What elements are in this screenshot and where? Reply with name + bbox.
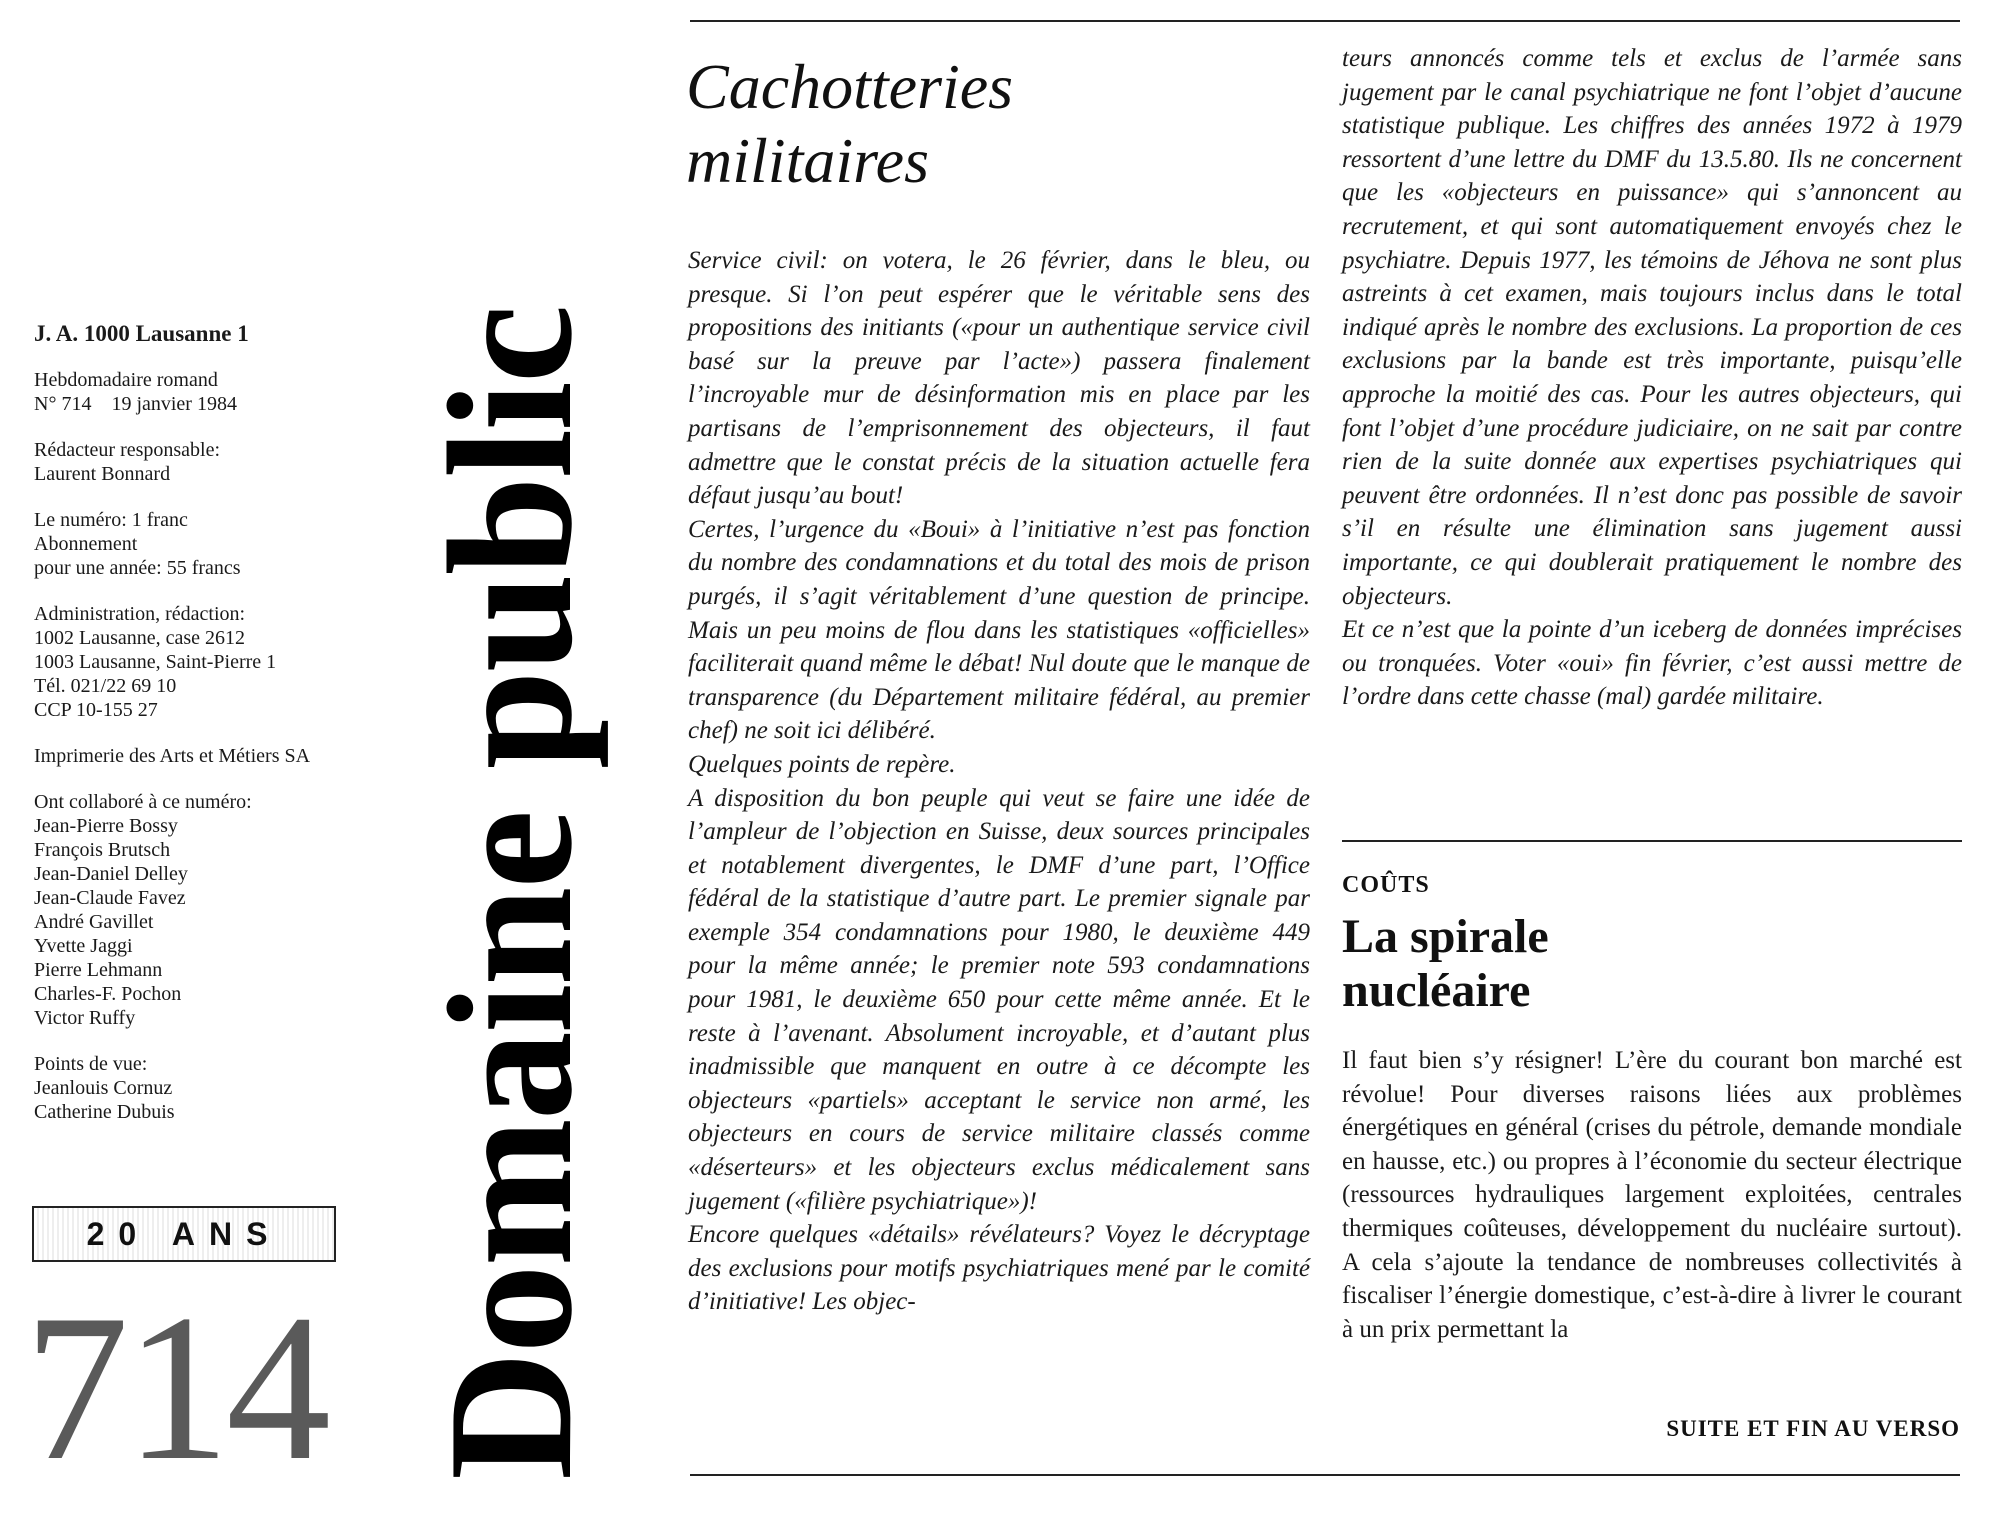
- publication-info-sidebar: [34, 322, 374, 1146]
- contact-line: CCP 10-155 27: [34, 699, 158, 721]
- contributor-name: Jean-Daniel Delley: [34, 863, 188, 885]
- anniversary-badge: 20 ANS: [32, 1206, 336, 1262]
- editor-block: [34, 438, 374, 486]
- article-headline: [686, 50, 1013, 198]
- article-column-1: [688, 244, 1310, 1319]
- contributor-name: Yvette Jaggi: [34, 935, 133, 957]
- contact-line: 1003 Lausanne, Saint-Pierre 1: [34, 651, 277, 673]
- contributor-name: Jean-Pierre Bossy: [34, 815, 178, 837]
- contact-line: Tél. 021/22 69 10: [34, 675, 177, 697]
- top-rule: [690, 20, 1960, 22]
- bottom-rule: [690, 1474, 1960, 1476]
- issue-date-line: N° 714 19 janvier 1984: [34, 393, 237, 415]
- masthead-title: Domaine public: [411, 306, 609, 1480]
- article-paragraph: Il faut bien s’y résigner! L’ère du courant bon marché est révolue! Pour diverses raisons liées aux problèmes énergétiques en général (crises du pétrole, demande mondiale en hausse, etc.) ou propres à l’économie du secteur électrique (ressources hydrauliques largement exploitées, centrales thermiques coûteuses, développement du nucléaire surtout). A cela s’ajoute la tendance de nombreuses collectivités à fiscaliser l’énergie domestique, c’est-à-dire à livrer le courant à un prix permettant la: [1342, 1047, 1962, 1343]
- subscription-price: pour une année: 55 francs: [34, 557, 241, 579]
- contributor-name: François Brutsch: [34, 839, 171, 861]
- article-paragraph: Quelques points de repère.: [688, 750, 956, 778]
- contributor-name: Charles-F. Pochon: [34, 983, 182, 1005]
- article-paragraph: Et ce n’est que la pointe d’un iceberg de données imprécises ou tronquées. Voter «oui» fin février, c’est aussi mettre de l’ordre dans cette chasse (mal) gardée militaire.: [1342, 616, 1962, 711]
- article-paragraph: Certes, l’urgence du «Boui» à l’initiative n’est pas fonction du nombre des condamnations et du total des mois de prison purgés, il s’agit véritablement d’une question de principe. Mais un peu moins de flou dans les statistiques «officielles» faciliterait quand même le débat! Nul doute que le manque de transparence (du Département militaire fédéral, au premier chef) ne soit ici délibéré.: [688, 515, 1310, 745]
- postal-address: J. A. 1000 Lausanne 1: [34, 321, 249, 346]
- publication-block: [34, 368, 374, 416]
- printer-name: Imprimerie des Arts et Métiers SA: [34, 745, 311, 767]
- contact-line: 1002 Lausanne, case 2612: [34, 627, 246, 649]
- headline-line: militaires: [686, 125, 929, 196]
- headline-line: Cachotteries: [686, 51, 1014, 122]
- editor-name: Laurent Bonnard: [34, 463, 171, 485]
- article-column-2: [1342, 42, 1962, 714]
- article-paragraph: Service civil: on votera, le 26 février, dans le bleu, ou presque. Si l’on peut espérer que le véritable sens des propositions des initiants («pour un authentique service civil basé sur la preuve par l’acte») passera finalement l’incroyable mur de désinformation mis en place par les partisans de l’emprisonnement des objecteurs, il faut admettre que le constat précis de la situation actuelle fera défaut jusqu’au bout!: [688, 247, 1310, 510]
- contributor-name: Jean-Claude Favez: [34, 887, 186, 909]
- viewpoint-author: Catherine Dubuis: [34, 1101, 175, 1123]
- publication-type: Hebdomadaire romand: [34, 369, 218, 391]
- contact-label: Administration, rédaction:: [34, 603, 246, 625]
- article-paragraph: A disposition du bon peuple qui veut se faire une idée de l’ampleur de l’objection en Suisse, deux sources principales et notablement divergentes, le DMF d’une part, l’Office fédéral de la statistique d’autre part. Le premier signale par exemple 354 condamnations pour 1980, le deuxième 449 pour la même année; le premier note 593 condamnations pour 1981, le deuxième 650 pour cette même année. Et le reste à l’avenant. Absolument incroyable, et d’autant plus inadmissible que manquent en outre à ce décompte les objecteurs «partiels» acceptant le service non armé, les objecteurs en cours de service militaire classés comme «déserteurs» et les objecteurs exclus médicalement sans jugement («filière psychiatrique»)!: [688, 784, 1310, 1215]
- viewpoint-author: Jeanlouis Cornuz: [34, 1077, 173, 1099]
- viewpoints-block: [34, 1052, 374, 1124]
- subscription-label: Abonnement: [34, 533, 138, 555]
- issue-price: Le numéro: 1 franc: [34, 509, 188, 531]
- editor-label: Rédacteur responsable:: [34, 439, 221, 461]
- section-kicker: COÛTS: [1342, 872, 1430, 898]
- printer-block: [34, 744, 374, 768]
- issue-number: 714: [24, 1272, 327, 1504]
- article-paragraph: Encore quelques «détails» révélateurs? Voyez le décryptage des exclusions pour motifs psychiatriques mené par le comité d’initiative! Les objec-: [688, 1221, 1310, 1316]
- contributor-name: André Gavillet: [34, 911, 154, 933]
- contributors-label: Ont collaboré à ce numéro:: [34, 791, 252, 813]
- viewpoints-label: Points de vue:: [34, 1053, 148, 1075]
- contributors-block: [34, 790, 374, 1030]
- contributor-name: Victor Ruffy: [34, 1007, 136, 1029]
- headline-line: nucléaire: [1342, 964, 1531, 1017]
- article-paragraph: teurs annoncés comme tels et exclus de l’armée sans jugement par le canal psychiatrique ne font l’objet d’aucune statistique publique. Les chiffres des années 1972 à 1979 ressortent d’une lettre du DMF du 13.5.80. Ils ne concernent que les «objecteurs en puissance» qui s’annoncent au recrutement, et qui sont automatiquement envoyés chez le psychiatre. Depuis 1977, les témoins de Jéhova ne sont plus astreints à cet examen, mais toujours inclus dans le total indiqué après le nombre des exclusions. La proportion de ces exclusions par la bande est très importante, puisqu’elle approche la moitié des cas. Pour les autres objecteurs, qui font l’objet d’une procédure judiciaire, on ne sait par contre rien de la suite donnée aux expertises psychiatriques qui peuvent être ordonnées. Il n’est donc pas possible de savoir s’il en résulte une élimination sans jugement aussi importante, ce qui doublerait pratiquement le nombre des objecteurs.: [1342, 45, 1962, 610]
- article-2-body: [1342, 1044, 1962, 1346]
- contributor-name: Pierre Lehmann: [34, 959, 163, 981]
- continued-on-back: SUITE ET FIN AU VERSO: [1666, 1416, 1960, 1441]
- section-divider-rule: [1342, 840, 1962, 842]
- pricing-block: [34, 508, 374, 580]
- article-headline-2: [1342, 910, 1549, 1018]
- headline-line: La spirale: [1342, 910, 1549, 963]
- contact-block: [34, 602, 374, 722]
